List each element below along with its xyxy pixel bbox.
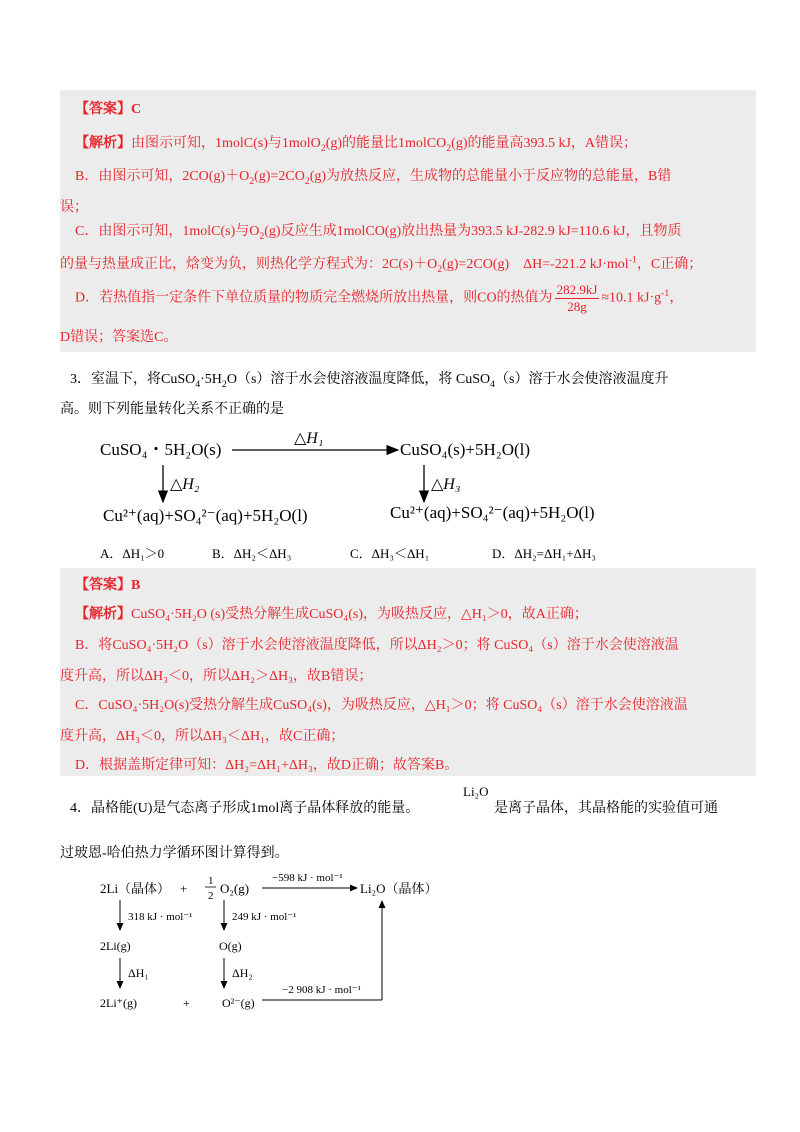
answer-label: 【答案】C xyxy=(75,102,142,117)
question-4-line-1b: 是离子晶体，其晶格能的实验值可通 xyxy=(494,801,718,816)
ions-right-label: Cu²⁺(aq)+SO₄²⁻(aq)+5H₂O(l) xyxy=(390,503,595,522)
analysis2-line-3: 度升高，所以ΔH₃＜0，所以ΔH₂＞ΔH₃，故B错误； xyxy=(60,669,373,684)
o-dissociation-energy: 249 kJ · mol⁻¹ xyxy=(232,911,297,923)
analysis-line-d2: D错误；答案选C。 xyxy=(60,330,178,345)
analysis-line-b1: B．由图示可知，$2CO(g)+O_2(g)=2CO_2(g)$为放热反应，生成物的总能量小于反应物的总能量，B错 xyxy=(75,169,672,187)
answer-block-2 xyxy=(60,568,756,776)
option-c: C．ΔH₃＜ΔH₁ xyxy=(350,546,430,561)
li2o-formula: Li₂O xyxy=(463,784,489,799)
question-4-line-1a: 4．晶格能(U)是气态离子形成1mol离子晶体释放的能量。 xyxy=(70,801,420,816)
ions-left-label: Cu²⁺(aq)+SO₄²⁻(aq)+5H₂O(l) xyxy=(103,506,308,525)
option-b: B．ΔH₂＜ΔH₃ xyxy=(212,546,292,561)
formation-energy-label: −598 kJ · mol⁻¹ xyxy=(272,872,343,884)
option-a: A．ΔH₁＞0 xyxy=(100,546,165,561)
li-ion-label: 2Li⁺(g) xyxy=(100,996,137,1010)
cuso4-pentahydrate-label: CuSO₄・5H₂O(s) xyxy=(100,440,222,459)
heat-value-fraction: $\frac{282.9kJ}{28g}$ xyxy=(556,282,598,314)
question-3-line-1: 3．室温下，将$CuSO_4\cdot 5H_2O(s)$溶于水会使溶液温度降低，将 CuSO$_4$（s）溶于水会使溶液温度升 xyxy=(70,372,669,390)
analysis2-line-4: C．CuSO₄·5H₂O(s)受热分解生成CuSO₄(s)，为吸热反应，△H₁＞0；将 CuSO₄（s）溶于水会使溶液温 xyxy=(75,698,688,713)
born-haber-cycle-diagram xyxy=(0,866,800,1026)
analysis-line-c2: 的量与热量成正比，焓变为负，则热化学方程式为：$2C(s)+O_2(g)=2CO(g)$ ΔH=-221.2 kJ·mol$^{-1}$，C正确； xyxy=(60,254,703,275)
lattice-energy-label: −2 908 kJ · mol⁻¹ xyxy=(282,984,361,996)
analysis-line-d1: D．若热值指一定条件下单位质量的物质完全燃烧所放出热量，则CO的热值为 $\frac{282.9kJ}{28g}$ ≈10.1 $kJ\cdot g^{-1}$， xyxy=(75,282,684,314)
o2-label: O₂(g) xyxy=(220,881,250,896)
dh2-label-q4: ΔH₂ xyxy=(232,966,253,980)
question-4-line-2: 过玻恩-哈伯热力学循环图计算得到。 xyxy=(60,846,289,861)
analysis-line-a: 【解析】由图示可知，1molC(s)与1molO$_2$(g)的能量比1molCO$_2$(g)的能量高393.5 kJ，A错误； xyxy=(75,136,638,154)
answer-block-1 xyxy=(60,90,756,352)
li-crystal-label: 2Li（晶体） xyxy=(100,881,171,896)
analysis2-line-6: D．根据盖斯定律可知：ΔH₂=ΔH₁+ΔH₃，故D正确；故答案B。 xyxy=(75,758,459,773)
li2o-crystal-label: Li₂O（晶体） xyxy=(360,881,438,896)
energy-cycle-diagram xyxy=(0,425,800,545)
dh2-label: △H₂ xyxy=(170,476,200,493)
question-3-line-2: 高。则下列能量转化关系不正确的是 xyxy=(60,402,284,417)
analysis2-line-1: 【解析】CuSO₄·5H₂O (s)受热分解生成CuSO₄(s)，为吸热反应，△H₁＞0，故A正确； xyxy=(75,607,588,622)
analysis-line-b2: 误； xyxy=(60,200,88,215)
cuso4-anhydrous-label: CuSO₄(s)+5H₂O(l) xyxy=(400,440,531,459)
li-gas-label: 2Li(g) xyxy=(100,939,131,953)
o-ion-label: O²⁻(g) xyxy=(222,996,255,1010)
dh3-label: △H₃ xyxy=(431,476,461,493)
o-gas-label: O(g) xyxy=(219,939,242,953)
plus-sign-bottom: + xyxy=(183,996,190,1010)
half-numerator: 1 xyxy=(208,875,214,887)
answer-label-2: 【答案】B xyxy=(75,578,141,593)
analysis2-line-2: B．将CuSO₄·5H₂O（s）溶于水会使溶液温度降低，所以ΔH₂＞0；将 CuSO₄（s）溶于水会使溶液温 xyxy=(75,638,679,653)
dh1-label-q4: ΔH₁ xyxy=(128,966,149,980)
analysis-line-c1: C．由图示可知，1molC(s)与$O_2(g)$反应生成1molCO(g)放出热量为393.5 kJ-282.9 kJ=110.6 kJ，且物质 xyxy=(75,224,682,242)
plus-sign-top: + xyxy=(180,881,188,896)
half-denominator: 2 xyxy=(208,890,214,902)
option-d: D．ΔH₂=ΔH₁+ΔH₃ xyxy=(492,546,596,561)
analysis2-line-5: 度升高，ΔH₃＜0，所以ΔH₃＜ΔH₁，故C正确； xyxy=(60,729,345,744)
dh1-label: △H₁ xyxy=(294,430,324,447)
li-sublimation-energy: 318 kJ · mol⁻¹ xyxy=(128,911,193,923)
